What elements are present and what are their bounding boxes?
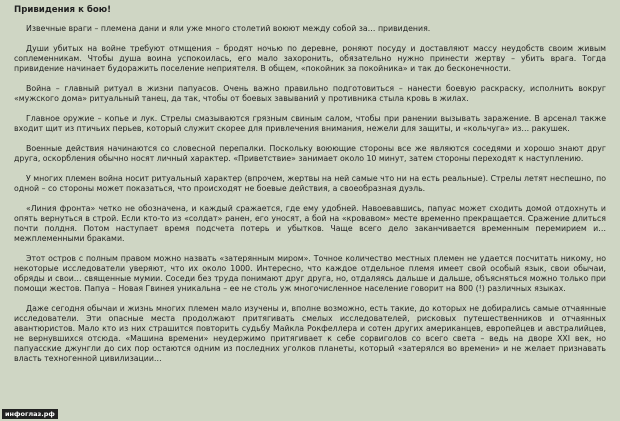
paragraph-1: Извечные враги – племена дани и яли уже много столетий воюют между собой за… привидения. — [26, 24, 431, 33]
paragraph-9: Даже сегодня обычаи и жизнь многих племен мало изучены и, вполне возможно, есть такие, до которых не добирались самые отчаянные исследователи. Эти опасные места продолжают притягивать смелых исследователей, рисковых путешественников и отчаянных авантюристов. Мало кто из них страшится повторить судьбу Майкла Рокфеллера и сотен других американцев, европейцев и австралийцев, не вернувшихся отсюда. «Машина времени» неудержимо притягивает к себе сорвиголов со всего света – ведь на дворе XXI век, но папуасские джунгли до сих пор остаются одним из последних уголков планеты, который «затерялся во времени» и не желает признавать власть техногенной цивилизации… — [14, 304, 606, 363]
paragraph-7: «Линия фронта» четко не обозначена, и каждый сражается, где ему удобней. Навоевавшись, папуас может сходить домой отдохнуть и опять вернуться в строй. Если кто-то из «солдат» ранен, его уносят, а бой на «кровавом» месте временно прекращается. Сражение длиться почти полдня. Потом наступает время подсчета потерь и убытков. Чаще всего дело заканчивается временным перемирием и… межплеменными браками. — [14, 204, 606, 243]
paragraph-8: Этот остров с полным правом можно назвать «затерянным миром». Точное количество местных племен не удается посчитать никому, но некоторые исследователи уверяют, что их около 1000. Интересно, что каждое отдельное племя имеет свой особый язык, свои обычаи, обряды и свои… священные мумии. Соседи без труда понимают друг друга, но, отдаляясь дальше и дальше, объясняться можно только при помощи жестов. Папуа – Новая Гвинея уникальна – ее не столь уж многочисленное население говорит на 800 (!) различных языках. — [14, 254, 606, 293]
paragraph-2: Души убитых на войне требуют отмщения – бродят ночью по деревне, роняют посуду и доставляют массу неудобств своим живым соплеменникам. Чтобы душа воина успокоилась, его мало захоронить, обязательно нужно принести жертву – убить врага. Тогда привидение начинает будоражить поселение неприятеля. В общем, «покойник за покойника» и так до бесконечности. — [14, 44, 606, 73]
paragraph-4: Главное оружие – копье и лук. Стрелы смазываются грязным свиным салом, чтобы при ранении вызывать заражение. В арсенал также входит щит из птичьих перьев, который служит скорее для привлечения внимания, нежели для защиты, и «кольчуга» из… ракушек. — [14, 114, 606, 133]
paragraph-6: У многих племен война носит ритуальный характер (впрочем, жертвы на ней самые что ни на есть реальные). Стрелы летят неспешно, по одной – со стороны может показаться, что происходят не боевые действия, а своеобразная дуэль. — [14, 174, 606, 193]
paragraph-3: Война – главный ритуал в жизни папуасов. Очень важно правильно подготовиться – нанести боевую раскраску, исполнить вокруг «мужского дома» ритуальный танец, да так, чтобы от боевых завываний у противника стыла кровь в жилах. — [14, 84, 606, 103]
article-title: Привидения к бою! — [14, 5, 112, 15]
watermark: инфоглаз.рф — [2, 409, 58, 419]
paragraph-5: Военные действия начинаются со словесной перепалки. Поскольку воюющие стороны все же являются соседями и хорошо знают друг друга, оскорбления обычно носят личный характер. «Приветствие» занимает около 10 минут, затем стороны переходят к наступлению. — [14, 144, 606, 163]
